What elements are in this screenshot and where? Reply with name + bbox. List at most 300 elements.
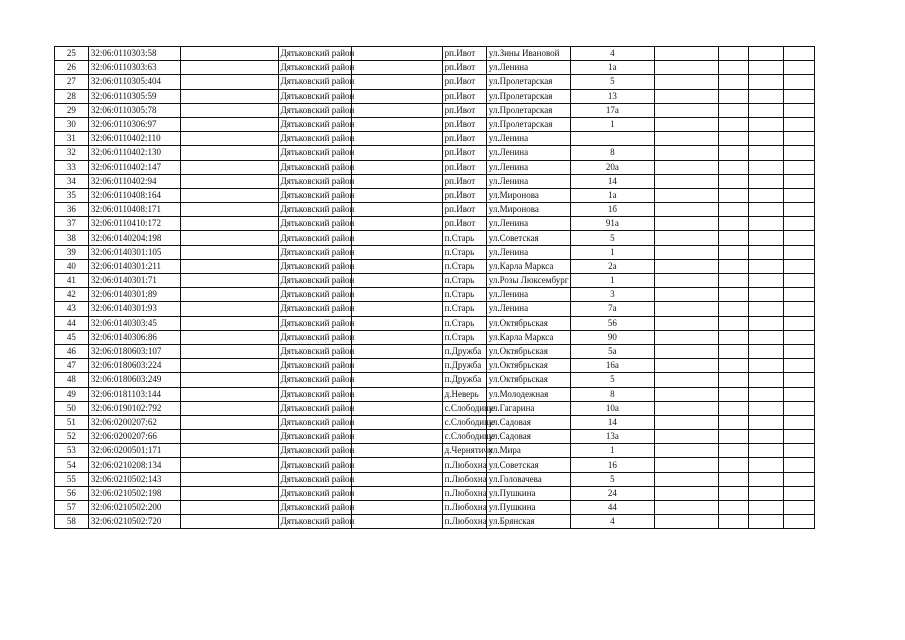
house-number xyxy=(570,132,654,146)
empty-cell xyxy=(352,89,442,103)
empty-cell xyxy=(181,103,278,117)
settlement-name: с.Слободище xyxy=(442,415,486,429)
row-number: 51 xyxy=(55,415,89,429)
settlement-name: с.Слободище xyxy=(442,430,486,444)
district-name: Дятьковский район xyxy=(278,103,352,117)
street-name: ул.Ленина xyxy=(486,302,570,316)
empty-cell xyxy=(784,61,815,75)
empty-cell xyxy=(718,203,749,217)
empty-cell xyxy=(749,288,784,302)
house-number: 44 xyxy=(570,501,654,515)
row-number: 29 xyxy=(55,103,89,117)
empty-cell xyxy=(784,203,815,217)
empty-cell xyxy=(181,344,278,358)
empty-cell xyxy=(784,217,815,231)
empty-cell xyxy=(181,146,278,160)
empty-cell xyxy=(749,160,784,174)
house-number: 14 xyxy=(570,174,654,188)
street-name: ул.Ленина xyxy=(486,146,570,160)
cadastral-number: 32:06:0210502:198 xyxy=(88,486,180,500)
row-number: 34 xyxy=(55,174,89,188)
street-name: ул.Пролетарская xyxy=(486,117,570,131)
empty-cell xyxy=(784,160,815,174)
street-name: ул.Октябрьская xyxy=(486,344,570,358)
table-row xyxy=(55,203,815,217)
empty-cell xyxy=(749,61,784,75)
street-name: ул.Ленина xyxy=(486,132,570,146)
empty-cell xyxy=(654,188,718,202)
empty-cell xyxy=(654,330,718,344)
empty-cell xyxy=(181,458,278,472)
table-row xyxy=(55,160,815,174)
street-name: ул.Молодежная xyxy=(486,387,570,401)
district-name: Дятьковский район xyxy=(278,288,352,302)
empty-cell xyxy=(784,387,815,401)
empty-cell xyxy=(654,146,718,160)
empty-cell xyxy=(352,359,442,373)
settlement-name: рп.Ивот xyxy=(442,188,486,202)
empty-cell xyxy=(181,330,278,344)
row-number: 52 xyxy=(55,430,89,444)
street-name: ул.Брянская xyxy=(486,515,570,529)
settlement-name: п.Старь xyxy=(442,259,486,273)
house-number: 5 xyxy=(570,75,654,89)
house-number: 8 xyxy=(570,146,654,160)
settlement-name: с.Слободище xyxy=(442,401,486,415)
table-row xyxy=(55,316,815,330)
district-name: Дятьковский район xyxy=(278,174,352,188)
table-row xyxy=(55,47,815,61)
empty-cell xyxy=(784,501,815,515)
empty-cell xyxy=(654,373,718,387)
settlement-name: рп.Ивот xyxy=(442,61,486,75)
empty-cell xyxy=(784,330,815,344)
cadastral-number: 32:06:0110402:130 xyxy=(88,146,180,160)
empty-cell xyxy=(654,61,718,75)
house-number: 1 xyxy=(570,444,654,458)
empty-cell xyxy=(718,415,749,429)
empty-cell xyxy=(181,288,278,302)
settlement-name: рп.Ивот xyxy=(442,146,486,160)
cadastral-number: 32:06:0110303:63 xyxy=(88,61,180,75)
table-row xyxy=(55,387,815,401)
street-name: ул.Октябрьская xyxy=(486,359,570,373)
table-row xyxy=(55,458,815,472)
empty-cell xyxy=(749,146,784,160)
empty-cell xyxy=(181,89,278,103)
cadastral-number: 32:06:0180603:249 xyxy=(88,373,180,387)
empty-cell xyxy=(352,259,442,273)
empty-cell xyxy=(181,415,278,429)
row-number: 50 xyxy=(55,401,89,415)
empty-cell xyxy=(654,89,718,103)
empty-cell xyxy=(181,501,278,515)
cadastral-number: 32:06:0110303:58 xyxy=(88,47,180,61)
empty-cell xyxy=(749,302,784,316)
house-number: 17а xyxy=(570,103,654,117)
row-number: 54 xyxy=(55,458,89,472)
empty-cell xyxy=(181,174,278,188)
empty-cell xyxy=(181,359,278,373)
row-number: 30 xyxy=(55,117,89,131)
empty-cell xyxy=(718,174,749,188)
cadastral-number: 32:06:0110305:404 xyxy=(88,75,180,89)
district-name: Дятьковский район xyxy=(278,89,352,103)
empty-cell xyxy=(352,344,442,358)
empty-cell xyxy=(352,401,442,415)
empty-cell xyxy=(352,288,442,302)
house-number: 20а xyxy=(570,160,654,174)
empty-cell xyxy=(718,217,749,231)
empty-cell xyxy=(654,401,718,415)
street-name: ул.Миронова xyxy=(486,188,570,202)
table-row xyxy=(55,217,815,231)
settlement-name: рп.Ивот xyxy=(442,160,486,174)
row-number: 38 xyxy=(55,231,89,245)
house-number: 91а xyxy=(570,217,654,231)
empty-cell xyxy=(784,415,815,429)
empty-cell xyxy=(181,444,278,458)
empty-cell xyxy=(749,75,784,89)
district-name: Дятьковский район xyxy=(278,160,352,174)
district-name: Дятьковский район xyxy=(278,472,352,486)
cadastral-number: 32:06:0210502:200 xyxy=(88,501,180,515)
empty-cell xyxy=(654,47,718,61)
district-name: Дятьковский район xyxy=(278,203,352,217)
row-number: 37 xyxy=(55,217,89,231)
district-name: Дятьковский район xyxy=(278,344,352,358)
street-name: ул.Ленина xyxy=(486,160,570,174)
empty-cell xyxy=(181,302,278,316)
empty-cell xyxy=(749,444,784,458)
row-number: 53 xyxy=(55,444,89,458)
empty-cell xyxy=(352,160,442,174)
district-name: Дятьковский район xyxy=(278,430,352,444)
empty-cell xyxy=(654,501,718,515)
street-name: ул.Гагарина xyxy=(486,401,570,415)
table-row xyxy=(55,302,815,316)
empty-cell xyxy=(718,344,749,358)
street-name: ул.Пушкина xyxy=(486,501,570,515)
street-name: ул.Ленина xyxy=(486,61,570,75)
empty-cell xyxy=(352,203,442,217)
empty-cell xyxy=(718,330,749,344)
district-name: Дятьковский район xyxy=(278,117,352,131)
empty-cell xyxy=(352,47,442,61)
table-row xyxy=(55,344,815,358)
empty-cell xyxy=(181,515,278,529)
empty-cell xyxy=(181,472,278,486)
empty-cell xyxy=(784,430,815,444)
empty-cell xyxy=(749,132,784,146)
row-number: 49 xyxy=(55,387,89,401)
table-row xyxy=(55,146,815,160)
district-name: Дятьковский район xyxy=(278,330,352,344)
row-number: 48 xyxy=(55,373,89,387)
cadastral-number: 32:06:0140301:93 xyxy=(88,302,180,316)
cadastral-number: 32:06:0210502:720 xyxy=(88,515,180,529)
table-row xyxy=(55,359,815,373)
row-number: 39 xyxy=(55,245,89,259)
settlement-name: п.Старь xyxy=(442,231,486,245)
empty-cell xyxy=(352,415,442,429)
table-row xyxy=(55,188,815,202)
street-name: ул.Головачева xyxy=(486,472,570,486)
street-name: ул.Советская xyxy=(486,231,570,245)
empty-cell xyxy=(784,515,815,529)
street-name: ул.Октябрьская xyxy=(486,316,570,330)
cadastral-number: 32:06:0110402:110 xyxy=(88,132,180,146)
row-number: 26 xyxy=(55,61,89,75)
cadastral-number: 32:06:0180603:224 xyxy=(88,359,180,373)
cadastral-number: 32:06:0110410:172 xyxy=(88,217,180,231)
settlement-name: рп.Ивот xyxy=(442,75,486,89)
empty-cell xyxy=(654,486,718,500)
district-name: Дятьковский район xyxy=(278,259,352,273)
table-row xyxy=(55,288,815,302)
empty-cell xyxy=(784,472,815,486)
house-number: 13а xyxy=(570,430,654,444)
cadastral-number: 32:06:0110408:164 xyxy=(88,188,180,202)
empty-cell xyxy=(352,61,442,75)
settlement-name: п.Старь xyxy=(442,330,486,344)
settlement-name: рп.Ивот xyxy=(442,132,486,146)
cadastral-number: 32:06:0181103:144 xyxy=(88,387,180,401)
empty-cell xyxy=(784,486,815,500)
house-number: 16 xyxy=(570,458,654,472)
empty-cell xyxy=(654,444,718,458)
district-name: Дятьковский район xyxy=(278,387,352,401)
cadastral-number: 32:06:0210502:143 xyxy=(88,472,180,486)
cadastral-number: 32:06:0210208:134 xyxy=(88,458,180,472)
street-name: ул.Садовая xyxy=(486,415,570,429)
empty-cell xyxy=(181,430,278,444)
district-name: Дятьковский район xyxy=(278,245,352,259)
table-row xyxy=(55,274,815,288)
street-name: ул.Пушкина xyxy=(486,486,570,500)
empty-cell xyxy=(181,231,278,245)
settlement-name: рп.Ивот xyxy=(442,217,486,231)
settlement-name: рп.Ивот xyxy=(442,47,486,61)
empty-cell xyxy=(181,203,278,217)
empty-cell xyxy=(749,501,784,515)
empty-cell xyxy=(718,430,749,444)
row-number: 58 xyxy=(55,515,89,529)
empty-cell xyxy=(718,47,749,61)
house-number: 24 xyxy=(570,486,654,500)
empty-cell xyxy=(718,259,749,273)
house-number: 5 xyxy=(570,231,654,245)
settlement-name: рп.Ивот xyxy=(442,89,486,103)
street-name: ул.Зины Ивановой xyxy=(486,47,570,61)
empty-cell xyxy=(352,146,442,160)
empty-cell xyxy=(352,174,442,188)
row-number: 46 xyxy=(55,344,89,358)
empty-cell xyxy=(181,61,278,75)
house-number: 1б xyxy=(570,203,654,217)
empty-cell xyxy=(749,316,784,330)
empty-cell xyxy=(654,75,718,89)
empty-cell xyxy=(784,132,815,146)
empty-cell xyxy=(718,103,749,117)
empty-cell xyxy=(181,47,278,61)
empty-cell xyxy=(654,231,718,245)
empty-cell xyxy=(718,117,749,131)
settlement-name: п.Любохна xyxy=(442,486,486,500)
street-name: ул.Розы Люксембург xyxy=(486,274,570,288)
district-name: Дятьковский район xyxy=(278,486,352,500)
row-number: 32 xyxy=(55,146,89,160)
district-name: Дятьковский район xyxy=(278,146,352,160)
row-number: 41 xyxy=(55,274,89,288)
cadastral-number: 32:06:0140204:198 xyxy=(88,231,180,245)
district-name: Дятьковский район xyxy=(278,373,352,387)
district-name: Дятьковский район xyxy=(278,231,352,245)
district-name: Дятьковский район xyxy=(278,302,352,316)
table-row xyxy=(55,117,815,131)
empty-cell xyxy=(749,231,784,245)
empty-cell xyxy=(352,472,442,486)
empty-cell xyxy=(352,245,442,259)
row-number: 28 xyxy=(55,89,89,103)
street-name: ул.Ленина xyxy=(486,174,570,188)
empty-cell xyxy=(718,472,749,486)
empty-cell xyxy=(784,274,815,288)
empty-cell xyxy=(749,117,784,131)
empty-cell xyxy=(181,259,278,273)
empty-cell xyxy=(784,401,815,415)
house-number: 4 xyxy=(570,47,654,61)
empty-cell xyxy=(718,245,749,259)
empty-cell xyxy=(718,160,749,174)
empty-cell xyxy=(749,344,784,358)
empty-cell xyxy=(749,359,784,373)
empty-cell xyxy=(181,217,278,231)
house-number: 1а xyxy=(570,61,654,75)
table-row xyxy=(55,415,815,429)
empty-cell xyxy=(784,302,815,316)
empty-cell xyxy=(181,316,278,330)
table-row xyxy=(55,245,815,259)
registry-table xyxy=(54,46,815,529)
cadastral-number: 32:06:0190102:792 xyxy=(88,401,180,415)
cadastral-number: 32:06:0110408:171 xyxy=(88,203,180,217)
empty-cell xyxy=(352,458,442,472)
empty-cell xyxy=(749,259,784,273)
empty-cell xyxy=(718,274,749,288)
settlement-name: д.Неверь xyxy=(442,387,486,401)
cadastral-number: 32:06:0140301:105 xyxy=(88,245,180,259)
empty-cell xyxy=(654,415,718,429)
empty-cell xyxy=(784,245,815,259)
table-row xyxy=(55,132,815,146)
street-name: ул.Карла Маркса xyxy=(486,330,570,344)
empty-cell xyxy=(654,515,718,529)
district-name: Дятьковский район xyxy=(278,359,352,373)
empty-cell xyxy=(654,316,718,330)
house-number: 1 xyxy=(570,274,654,288)
empty-cell xyxy=(654,132,718,146)
empty-cell xyxy=(654,387,718,401)
empty-cell xyxy=(784,117,815,131)
empty-cell xyxy=(654,430,718,444)
empty-cell xyxy=(181,274,278,288)
registry-table-body xyxy=(55,47,815,529)
street-name: ул.Ленина xyxy=(486,245,570,259)
empty-cell xyxy=(352,75,442,89)
street-name: ул.Пролетарская xyxy=(486,75,570,89)
empty-cell xyxy=(654,472,718,486)
table-row xyxy=(55,401,815,415)
row-number: 47 xyxy=(55,359,89,373)
house-number: 90 xyxy=(570,330,654,344)
empty-cell xyxy=(352,387,442,401)
settlement-name: п.Любохна xyxy=(442,515,486,529)
empty-cell xyxy=(718,231,749,245)
empty-cell xyxy=(718,359,749,373)
cadastral-number: 32:06:0180603:107 xyxy=(88,344,180,358)
empty-cell xyxy=(352,373,442,387)
empty-cell xyxy=(718,373,749,387)
empty-cell xyxy=(718,515,749,529)
table-row xyxy=(55,486,815,500)
house-number: 3 xyxy=(570,288,654,302)
empty-cell xyxy=(352,430,442,444)
empty-cell xyxy=(784,75,815,89)
empty-cell xyxy=(718,316,749,330)
street-name: ул.Пролетарская xyxy=(486,89,570,103)
house-number: 1а xyxy=(570,188,654,202)
cadastral-number: 32:06:0200207:62 xyxy=(88,415,180,429)
empty-cell xyxy=(718,146,749,160)
house-number: 1 xyxy=(570,117,654,131)
empty-cell xyxy=(749,458,784,472)
empty-cell xyxy=(181,387,278,401)
empty-cell xyxy=(718,61,749,75)
table-row xyxy=(55,373,815,387)
settlement-name: п.Старь xyxy=(442,245,486,259)
cadastral-number: 32:06:0140306:86 xyxy=(88,330,180,344)
empty-cell xyxy=(352,330,442,344)
row-number: 55 xyxy=(55,472,89,486)
table-row xyxy=(55,501,815,515)
empty-cell xyxy=(718,501,749,515)
empty-cell xyxy=(784,231,815,245)
cadastral-number: 32:06:0110305:59 xyxy=(88,89,180,103)
empty-cell xyxy=(352,132,442,146)
empty-cell xyxy=(181,373,278,387)
table-row xyxy=(55,75,815,89)
house-number: 13 xyxy=(570,89,654,103)
empty-cell xyxy=(654,288,718,302)
empty-cell xyxy=(784,188,815,202)
empty-cell xyxy=(784,373,815,387)
empty-cell xyxy=(784,89,815,103)
district-name: Дятьковский район xyxy=(278,75,352,89)
house-number: 5а xyxy=(570,344,654,358)
empty-cell xyxy=(352,103,442,117)
cadastral-number: 32:06:0140301:71 xyxy=(88,274,180,288)
empty-cell xyxy=(352,486,442,500)
empty-cell xyxy=(654,259,718,273)
street-name: ул.Советская xyxy=(486,458,570,472)
settlement-name: п.Старь xyxy=(442,274,486,288)
table-row xyxy=(55,472,815,486)
empty-cell xyxy=(654,103,718,117)
empty-cell xyxy=(181,75,278,89)
district-name: Дятьковский район xyxy=(278,316,352,330)
row-number: 31 xyxy=(55,132,89,146)
